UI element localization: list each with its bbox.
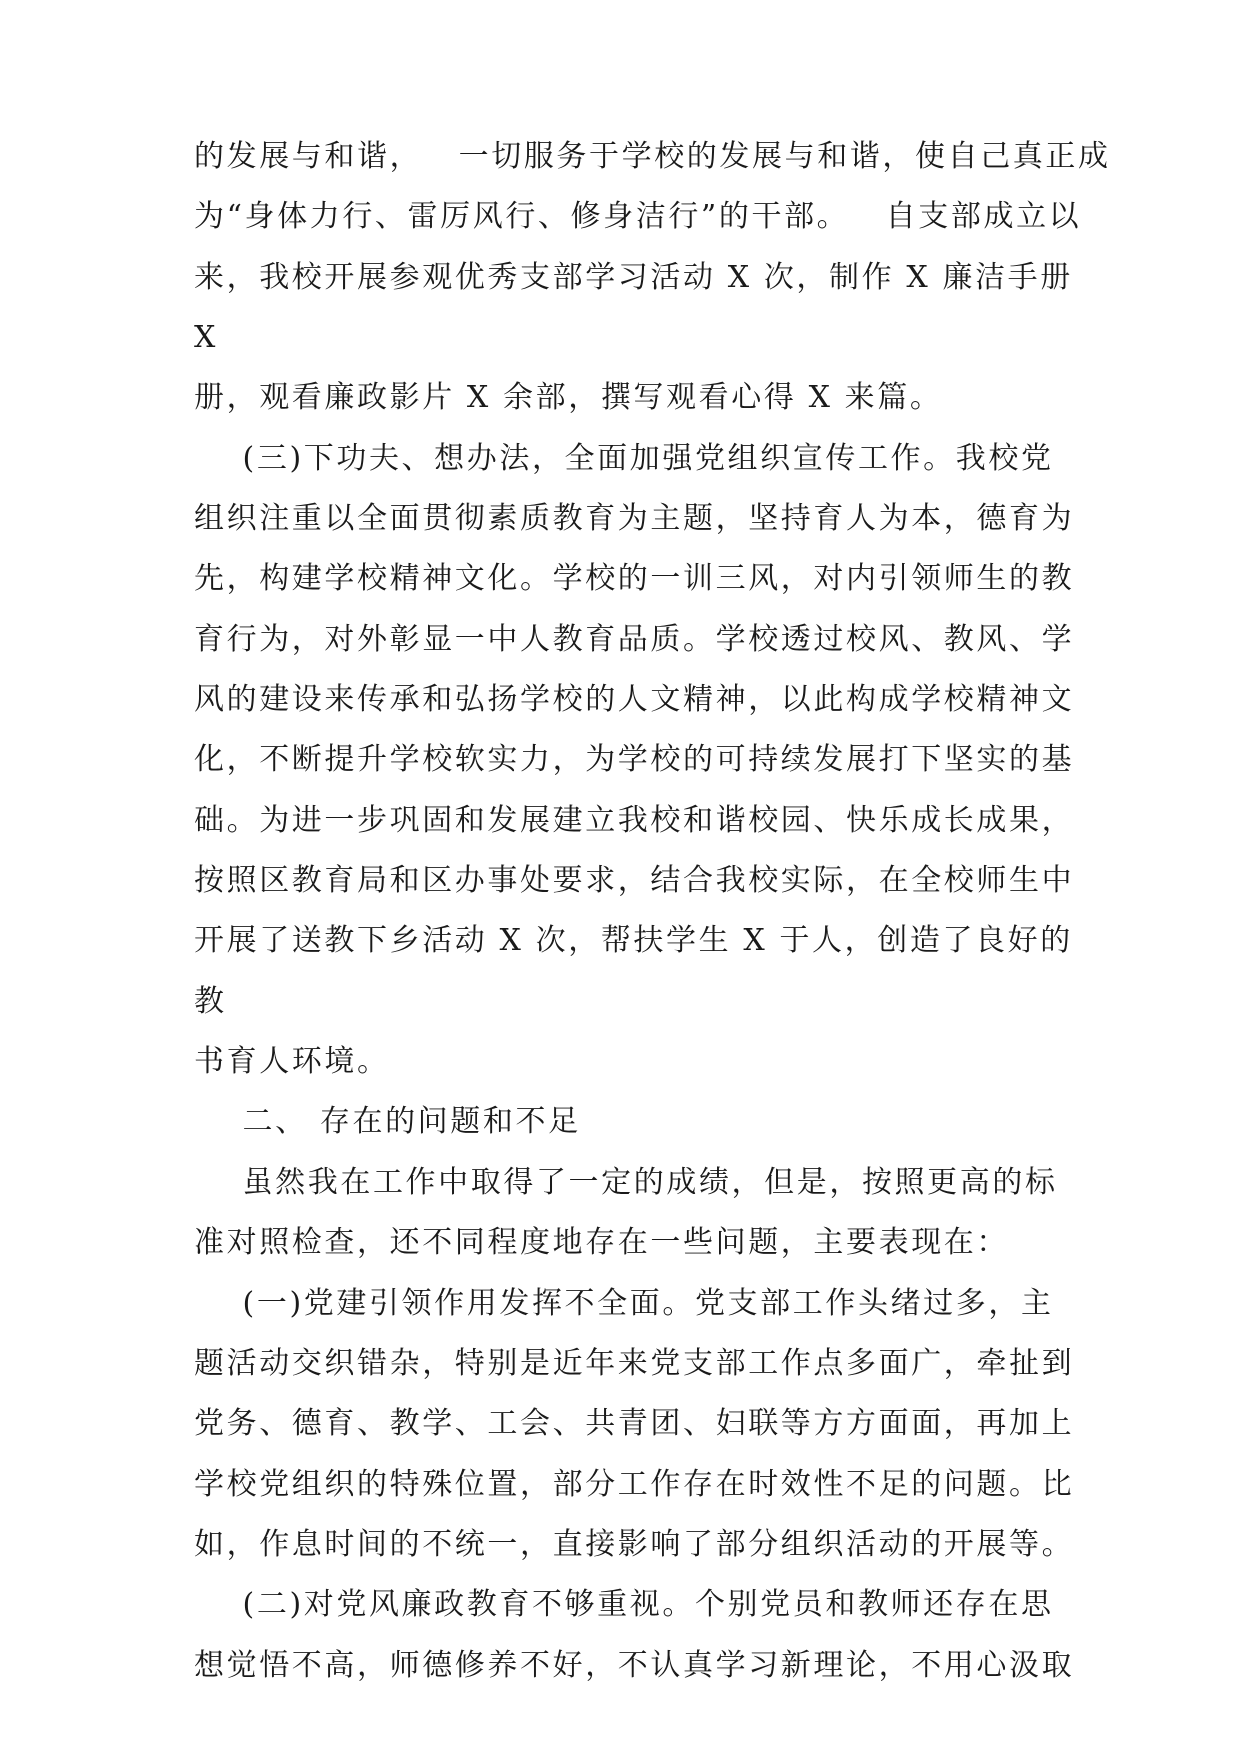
text-line: (三)下功夫、想办法，全面加强党组织宣传工作。我校党 bbox=[194, 441, 1054, 476]
text-line: 准对照检查，还不同程度地存在一些问题，主要表现在： bbox=[194, 1225, 1009, 1260]
text-line: 的发展与和谐， 一切服务于学校的发展与和谐，使自己真正成 bbox=[194, 139, 1111, 174]
text-line: 育行为，对外彰显一中人教育品质。学校透过校风、教风、学 bbox=[194, 622, 1075, 657]
text-line: 础。为进一步巩固和发展建立我校和谐校园、快乐成长成果， bbox=[194, 803, 1075, 838]
text-line: 想觉悟不高，师德修养不好，不认真学习新理论，不用心汲取 bbox=[194, 1648, 1075, 1683]
text-line: 组织注重以全面贯彻素质教育为主题，坚持育人为本，德育为 bbox=[194, 501, 1075, 536]
text-line: 按照区教育局和区办事处要求，结合我校实际，在全校师生中 bbox=[194, 863, 1075, 898]
text-line: (二)对党风廉政教育不够重视。个别党员和教师还存在思 bbox=[194, 1587, 1054, 1622]
text-line: 册，观看廉政影片 X 余部，撰写观看心得 X 来篇。 bbox=[194, 380, 943, 415]
text-line: 题活动交织错杂，特别是近年来党支部工作点多面广，牵扯到 bbox=[194, 1346, 1075, 1381]
section-heading: 二、 存在的问题和不足 bbox=[194, 1104, 581, 1139]
text-line: (一)党建引领作用发挥不全面。党支部工作头绪过多，主 bbox=[194, 1286, 1054, 1321]
text-line: 书育人环境。 bbox=[194, 1044, 390, 1079]
text-line: 化，不断提升学校软实力，为学校的可持续发展打下坚实的基 bbox=[194, 742, 1075, 777]
text-line: 学校党组织的特殊位置，部分工作存在时效性不足的问题。比 bbox=[194, 1467, 1075, 1502]
text-line: 教 bbox=[194, 984, 227, 1019]
text-line: 党务、德育、教学、工会、共青团、妇联等方方面面，再加上 bbox=[194, 1406, 1075, 1441]
text-line: 虽然我在工作中取得了一定的成绩，但是，按照更高的标 bbox=[194, 1165, 1058, 1200]
text-line: 开展了送教下乡活动 X 次，帮扶学生 X 于人，创造了良好的 bbox=[194, 923, 1073, 958]
text-line: 来，我校开展参观优秀支部学习活动 X 次，制作 X 廉洁手册 bbox=[194, 260, 1073, 295]
text-line: 如，作息时间的不统一，直接影响了部分组织活动的开展等。 bbox=[194, 1527, 1075, 1562]
text-line: 为“身体力行、雷厉风行、修身洁行”的干部。 自支部成立以 bbox=[194, 199, 1082, 234]
text-line: X bbox=[194, 320, 218, 355]
text-line: 先，构建学校精神文化。学校的一训三风，对内引领师生的教 bbox=[194, 561, 1075, 596]
text-line: 风的建设来传承和弘扬学校的人文精神，以此构成学校精神文 bbox=[194, 682, 1075, 717]
